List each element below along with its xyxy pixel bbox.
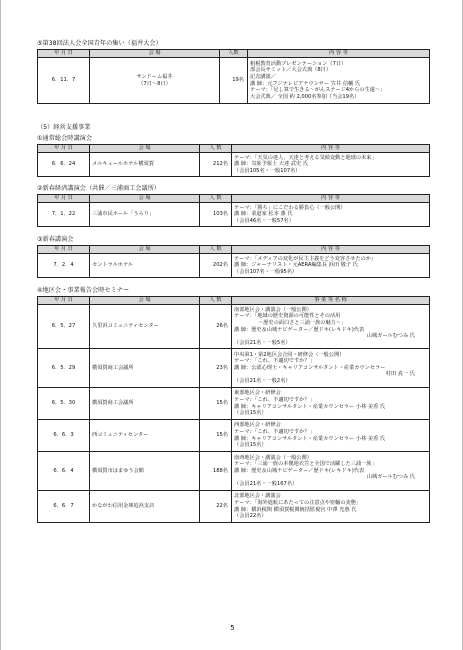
content-line: （会員21名・一般2名） (234, 377, 291, 384)
row-content (232, 203, 430, 227)
content-line: 租税教育活動プレゼンテーション（7日） (250, 60, 347, 67)
section-title-youth-gathering: ⑤第38回法人会全国青年の集い（福井大会） (37, 40, 162, 47)
row-content (232, 420, 430, 452)
content-line: 南部地区会・講演会（一般公開） (234, 306, 312, 313)
content-line: テーマ：「これ、不適切ですか？」 (234, 428, 315, 435)
table-row (38, 349, 430, 388)
content-line: 北部地区会・講演会 (234, 493, 281, 500)
content-line: （会員21名・一般167名） (234, 480, 298, 487)
row-venue: 横須賀市はまゆう会館 (90, 452, 200, 491)
content-line: ～歴史の面白さと三浦一族の魅力～」 (258, 319, 347, 326)
content-line: 講 師：ジャーナリスト・元AERA編集長 浜田 敬子 氏 (234, 262, 358, 269)
header-venue: 会 場 (90, 297, 200, 305)
content-line: テーマ：「足し算で生きる～がんステージ4からの生還～」 (250, 87, 386, 94)
content-line: テーマ：「勝ち」にこだわる勝負心（一般公開） (234, 204, 346, 211)
content-line: 講 師：公認心理士・キャリアコンサルタント・産業カウンセラー (234, 364, 386, 371)
row-count: 22名 (200, 491, 232, 523)
content-line: テーマ：「地域の歴史資源の可能性とその活用 (234, 313, 341, 320)
content-line: 講 師：柔道家 松本 薫 氏 (234, 211, 293, 218)
row-date: 6．5．30 (38, 388, 90, 420)
row-venue: メルキュールホテル横須賀 (90, 153, 200, 177)
header-venue: 会 場 (90, 246, 200, 254)
content-line: 部会長サミット／大会式典（8日） (250, 67, 332, 74)
row-venue: かながわ信用金庫追浜支店 (90, 491, 200, 523)
header-date: 年 月 日 (38, 145, 90, 153)
header-content: 内 容 等 (232, 246, 430, 254)
header-date: 年 月 日 (38, 195, 90, 203)
header-date: 年 月 日 (38, 246, 90, 254)
row-content (232, 153, 430, 177)
content-line: 講 師：キャリアコンサルタント・産業カウンセラー 小林 美香 氏 (234, 403, 386, 410)
header-count: 人 数 (200, 297, 232, 305)
section-title-new-year-lecture: ③新春講演会 (37, 236, 74, 243)
content-line: 記念講演／ (250, 73, 276, 80)
row-date: 6．11．7 (38, 58, 90, 104)
venue-line: （7日～8日） (138, 80, 171, 87)
section-title-district-seminar: ④地区会・事業報告会時セミナー (37, 287, 130, 294)
content-line: 講 師：元フジテレビアナウンサー 笠井 信輔 氏 (250, 80, 361, 87)
table-header-row (38, 297, 430, 305)
table-header-row (38, 145, 430, 153)
table-general-meeting-lecture (37, 144, 430, 177)
row-content (232, 349, 430, 388)
row-count: 202名 (200, 254, 232, 278)
row-count: 188名 (200, 452, 232, 491)
content-line: （会員105名・一般107名） (234, 167, 301, 174)
header-count: 人数 (220, 50, 248, 58)
row-venue: 久里浜コミュニティセンター (90, 305, 200, 349)
content-line: 講 師：歴史＆山城ナビゲーター／歴ドキ(レキドキ)代表 (234, 326, 365, 333)
row-content (232, 388, 430, 420)
header-content: 内 容 等 (232, 145, 430, 153)
row-date: 7．1．22 (38, 203, 90, 227)
content-line: 西部地区会・研修会 (234, 422, 281, 429)
content-line: 村田 真一 氏 (385, 371, 415, 378)
header-content: 内 容 等 (248, 50, 430, 58)
row-count: 26名 (200, 305, 232, 349)
header-venue: 会 場 (90, 145, 200, 153)
page-number: 5 (230, 624, 235, 632)
content-line: 中央第1・第2地区会合同・研修会（一般公開） (234, 351, 345, 358)
row-venue (90, 58, 220, 104)
content-line: （会員15名） (234, 410, 267, 417)
section-title-business-support: （5）経営支援事業 (37, 124, 91, 131)
content-line: テーマ：「これ、不適切ですか？」 (234, 358, 315, 365)
table-row (38, 305, 430, 349)
table-youth-gathering (37, 49, 430, 104)
table-row (38, 420, 430, 452)
row-count: 23名 (200, 349, 232, 388)
table-row (38, 388, 430, 420)
row-date: 6．6．3 (38, 420, 90, 452)
content-line: 山城ガールむつみ 氏 (366, 474, 415, 481)
row-count: 15名 (200, 388, 232, 420)
table-header-row (38, 246, 430, 254)
row-content (232, 452, 430, 491)
content-line: テーマ：「これ、不適切ですか？」 (234, 396, 315, 403)
row-count: 103名 (200, 203, 232, 227)
content-line: テーマ：「海外進航にあたっての注意点や密輸の実態」 (234, 499, 362, 506)
content-line: テーマ：「三浦一族の本拠地衣笠と全国で活躍した三浦一族」 (234, 461, 377, 468)
row-count: 19名 (220, 58, 248, 104)
header-date: 年 月 日 (38, 297, 90, 305)
row-date: 6．5．27 (38, 305, 90, 349)
row-content (232, 254, 430, 278)
table-row (38, 153, 430, 177)
header-content: 内 容 等 (232, 195, 430, 203)
row-venue: セントラルホテル (90, 254, 200, 278)
content-line: 講 師：歴史＆山城ナビゲーター／歴ドキ(レキドキ)代表 (234, 467, 365, 474)
row-content (232, 305, 430, 349)
table-header-row (38, 195, 430, 203)
row-date: 6．6．24 (38, 153, 90, 177)
content-line: （会員22名） (234, 513, 267, 520)
header-venue: 会 場 (90, 195, 200, 203)
table-row (38, 203, 430, 227)
row-content (232, 491, 430, 523)
row-count: 15名 (200, 420, 232, 452)
table-header-row (38, 50, 430, 58)
header-date: 年 月 日 (38, 50, 90, 58)
content-line: テーマ：「天気の達人、天達と考える気候変動と地球の未来」 (234, 154, 377, 161)
row-venue: 横須賀商工会議所 (90, 349, 200, 388)
content-line: テーマ：「メディアの変化が民主主義をどう変容させたのか」 (234, 255, 377, 262)
header-venue: 会 場 (90, 50, 220, 58)
row-venue: 三浦市民ホール「うらり」 (90, 203, 200, 227)
content-line: （会員15名） (234, 442, 267, 449)
header-count: 人 数 (200, 195, 232, 203)
row-date: 6．6．7 (38, 491, 90, 523)
content-line: 講 師：横浜税関 横須賀税関統括監視官 中澤 光惠 氏 (234, 506, 357, 513)
header-content: 事 業 等 名 称 (232, 297, 430, 305)
table-new-year-lecture (37, 245, 430, 278)
row-venue: 西コミュニティセンター (90, 420, 200, 452)
venue-line: サンドーム福井 (136, 73, 173, 80)
row-count: 212名 (200, 153, 232, 177)
content-line: （会員107名・一般95名） (234, 268, 298, 275)
row-venue: 横須賀商工会議所 (90, 388, 200, 420)
header-count: 人 数 (200, 246, 232, 254)
table-district-seminar (37, 296, 430, 523)
content-line: 講 師：キャリアコンサルタント・産業カウンセラー 小林 美香 氏 (234, 435, 386, 442)
content-line: 山城ガールむつみ 氏 (366, 333, 415, 340)
content-line: 大会式典／ 全国 約 2,000名参加（当会19名） (250, 93, 360, 100)
row-date: 6．5．29 (38, 349, 90, 388)
table-row (38, 254, 430, 278)
row-date: 6．6．4 (38, 452, 90, 491)
content-line: 南西地区会・講演会（一般公開） (234, 454, 312, 461)
section-title-new-year-economic-lecture: ②新春経済講演会（共催／三浦商工会議所） (37, 185, 161, 192)
table-row (38, 58, 430, 104)
table-row (38, 491, 430, 523)
section-title-general-meeting-lecture: ①通常総会時講演会 (37, 135, 93, 142)
header-count: 人 数 (200, 145, 232, 153)
table-row (38, 452, 430, 491)
table-new-year-economic-lecture (37, 194, 430, 227)
content-line: （会員46名・一般57名） (234, 217, 294, 224)
row-content (248, 58, 430, 104)
content-line: 講 師：気象予報士 天達 武史 氏 (234, 161, 309, 168)
content-line: 東部地区会・研修会 (234, 390, 281, 397)
row-date: 7．2．4 (38, 254, 90, 278)
content-line: （会員21名・一般5名） (234, 339, 291, 346)
